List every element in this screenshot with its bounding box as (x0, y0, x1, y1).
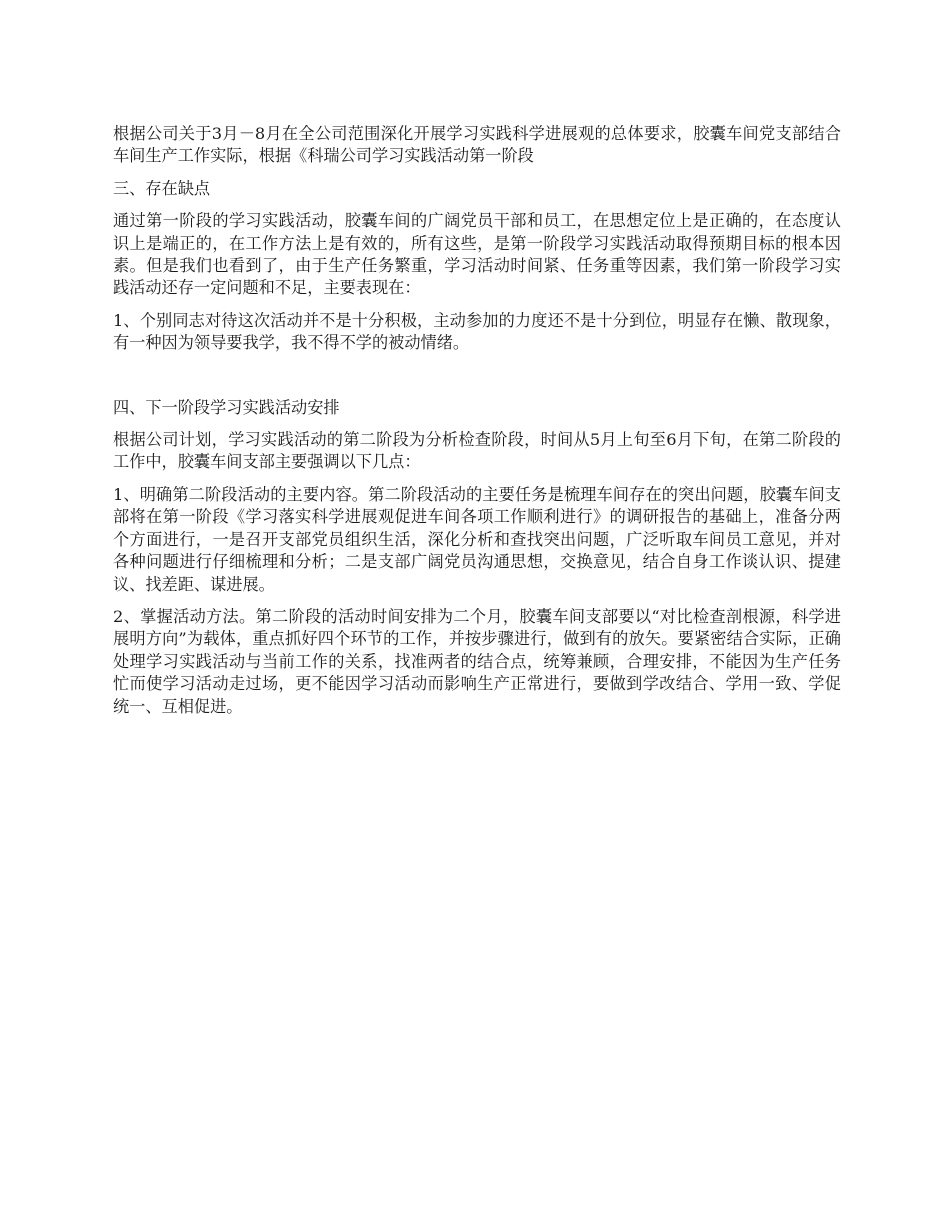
intro-paragraph: 根据公司关于3月－8月在全公司范围深化开展学习实践科学进展观的总体要求，胶囊车间党支部结合车间生产工作实际，根据《科瑞公司学习实践活动第一阶段 (113, 124, 841, 166)
next-stage-intro-paragraph: 根据公司计划，学习实践活动的第二阶段为分析检查阶段，时间从5月上旬至6月下旬，在第二阶段的工作中，胶囊车间支部主要强调以下几点： (113, 430, 841, 472)
shortcoming-item-1: 1、个别同志对待这次活动并不是十分积极，主动参加的力度还不是十分到位，明显存在懒、散现象，有一种因为领导要我学，我不得不学的被动情绪。 (113, 310, 841, 353)
shortcomings-paragraph: 通过第一阶段的学习实践活动，胶囊车间的广阔党员干部和员工，在思想定位上是正确的，在态度认识上是端正的，在工作方法上是有效的，所有这些，是第一阶段学习实践活动取得预期目标的根本因素。但是我们也看到了，由于生产任务繁重，学习活动时间紧、任务重等因素，我们第一阶段学习实践活动还存一定问题和不足，主要表现在： (113, 211, 841, 298)
next-stage-item-2: 2、掌握活动方法。第二阶段的活动时间安排为二个月，胶囊车间支部要以“对比检查剖根源，科学进展明方向”为载体，重点抓好四个环节的工作，并按步骤进行，做到有的放矢。要紧密结合实际，正确处理学习实践活动与当前工作的关系，找准两者的结合点，统筹兼顾，合理安排，不能因为生产任务忙而使学习活动走过场，更不能因学习活动而影响生产正常进行，要做到学改结合、学用一致、学促统一、互相促进。 (113, 606, 841, 716)
section-spacer (113, 365, 841, 397)
document-page (113, 123, 841, 728)
next-stage-item-1: 1、明确第二阶段活动的主要内容。第二阶段活动的主要任务是梳理车间存在的突出问题，胶囊车间支部将在第一阶段《学习落实科学进展观促进车间各项工作顺利进行》的调研报告的基础上，准备分两个方面进行，一是召开支部党员组织生活，深化分析和查找突出问题，广泛听取车间员工意见，并对各种问题进行仔细梳理和分析；二是支部广阔党员沟通思想，交换意见，结合自身工作谈认识、提建议、找差距、谋进展。 (113, 484, 841, 594)
section-heading-shortcomings: 三、存在缺点 (113, 178, 211, 198)
section-heading-next-stage: 四、下一阶段学习实践活动安排 (113, 397, 340, 417)
